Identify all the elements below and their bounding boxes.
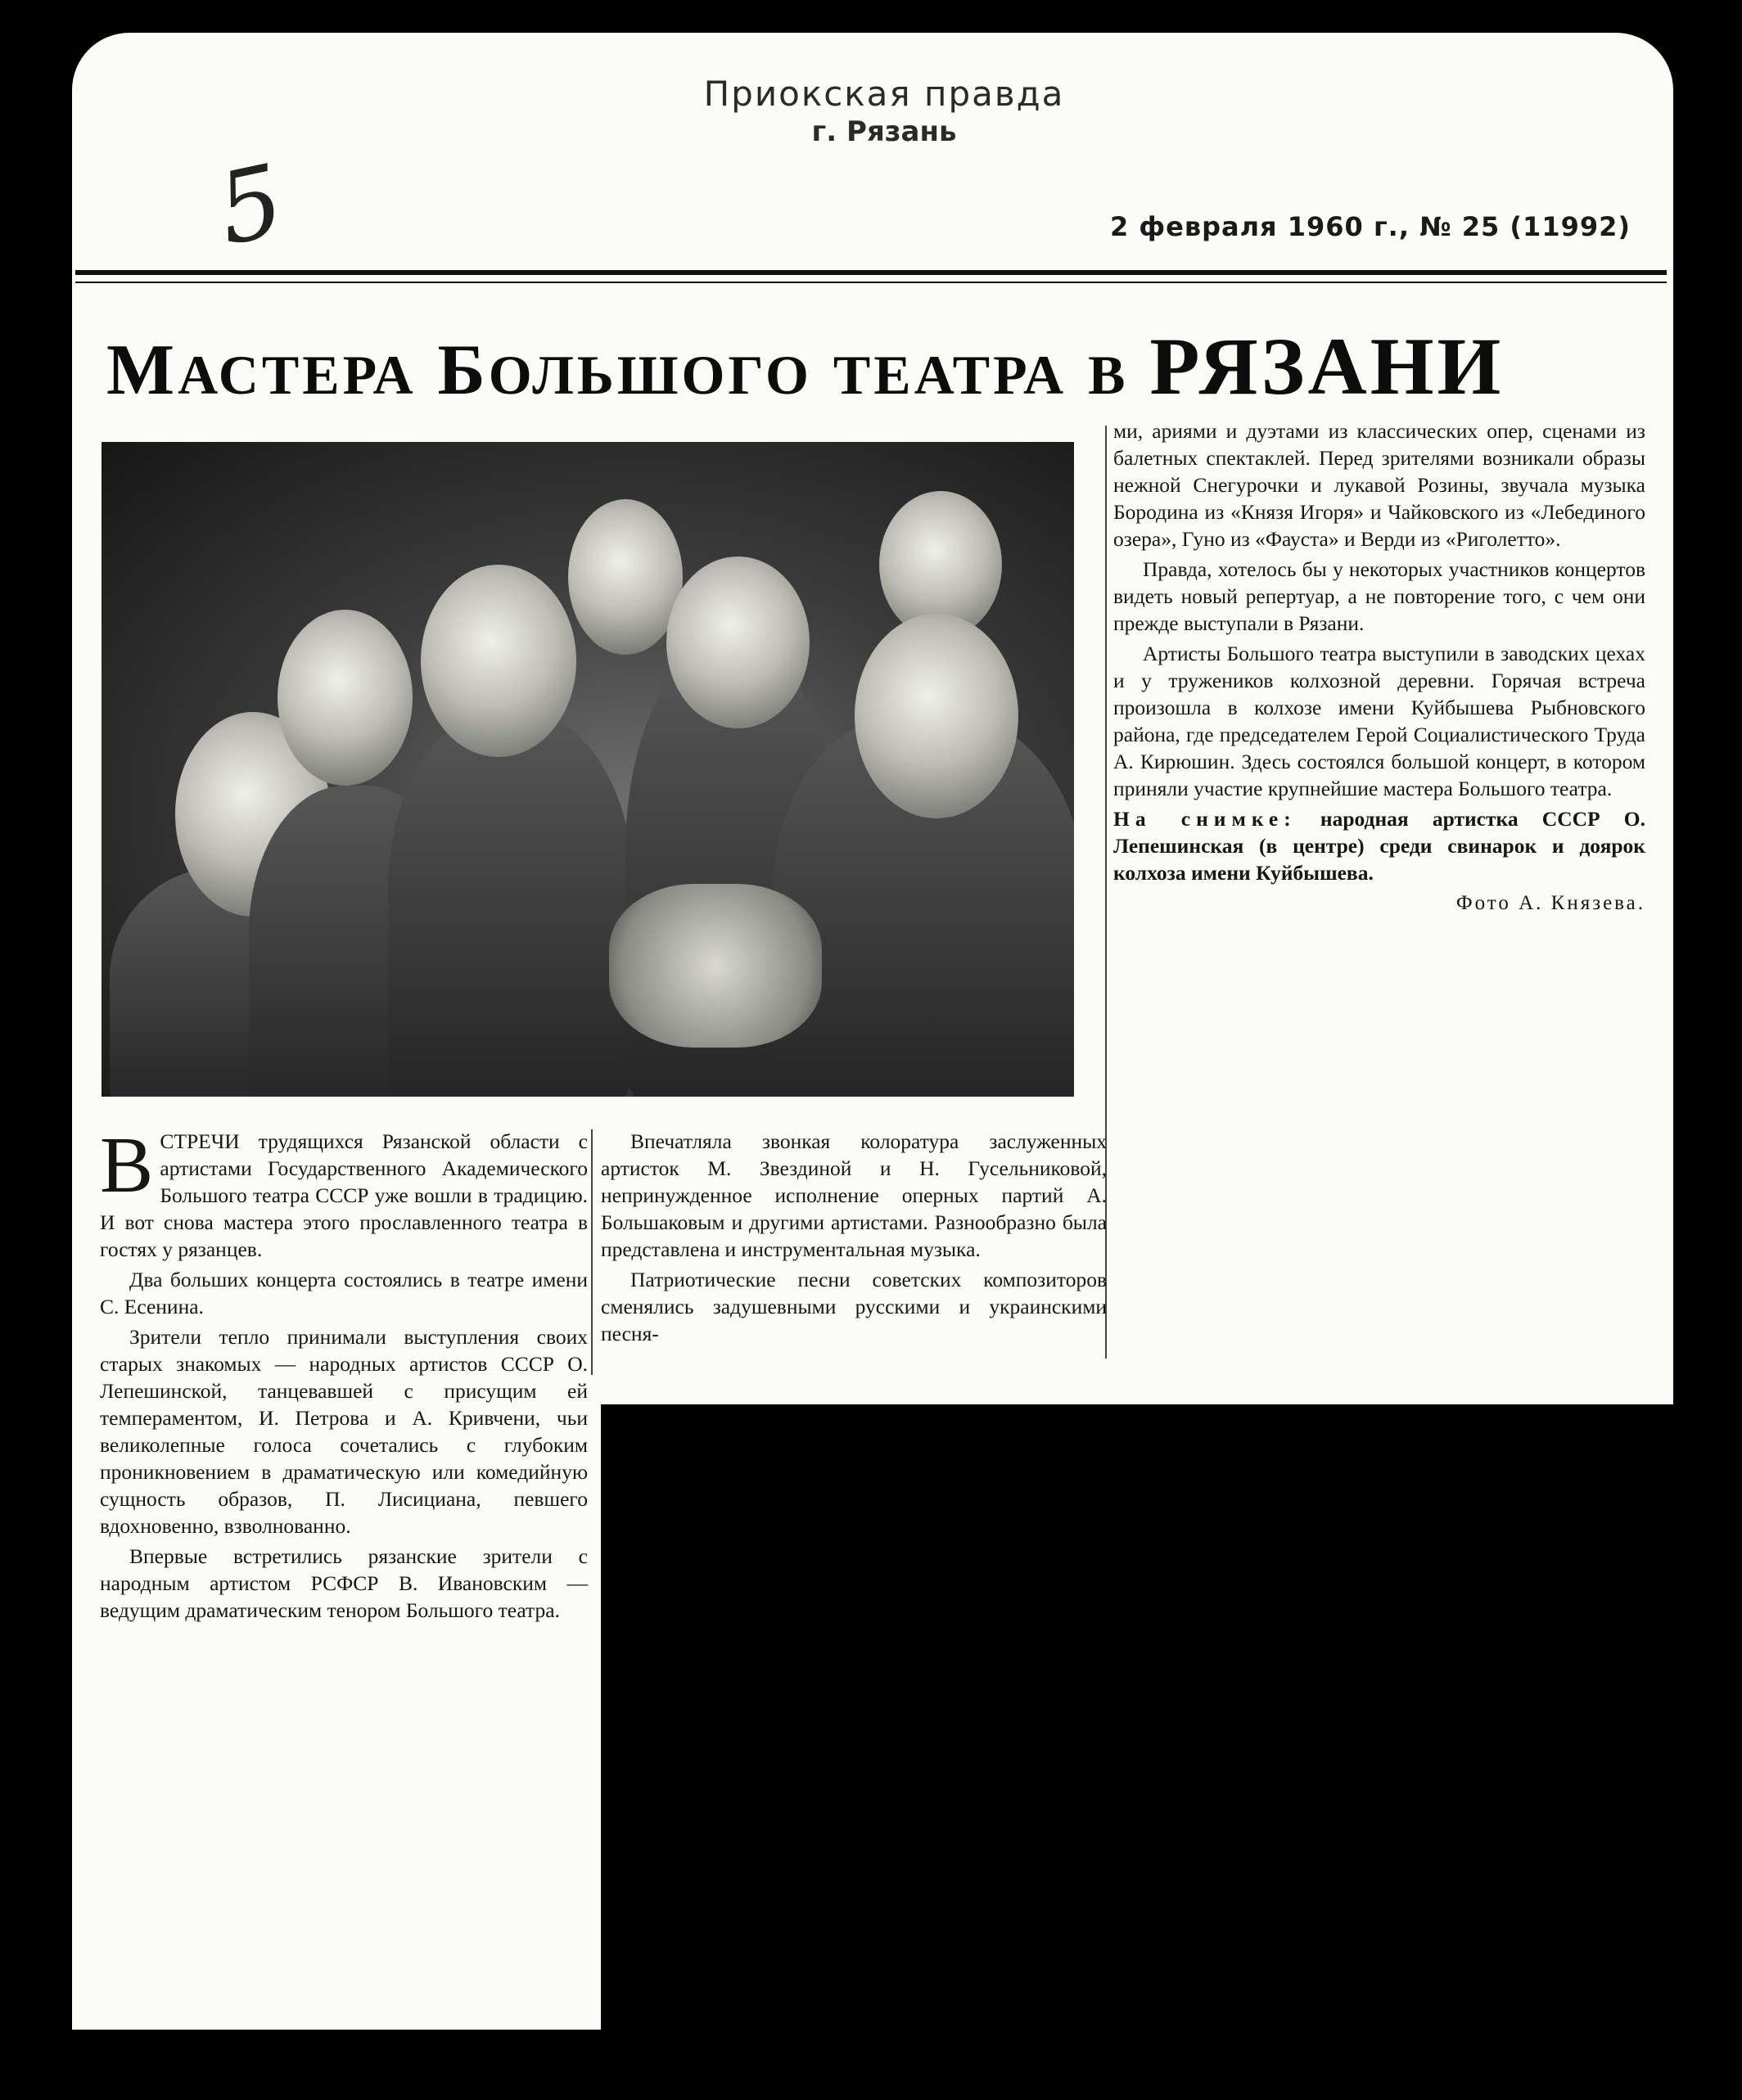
article-paragraph: Впечатляла звонкая колоратура заслуженных артисток М. Звездиной и Н. Гусельниковой, непринужденное исполнение оперных партий А. Большаковым и другими артистами. Разнообразно была представлена и инструментальная музыка. [601, 1129, 1107, 1261]
photo-caption: На снимке: народная артистка СССР О. Лепешинская (в центре) среди свинарок и доярок колхоза имени Куйбышева. [1113, 807, 1645, 885]
article-paragraph: Артисты Большого театра выступили в заводских цехах и у тружеников колхозной деревни. Горячая встреча произошла в колхозе имени Куйбышева Рыбновского района, где председателем Герой Социалистического Труда А. Кирюшин. Здесь состоялся большой концерт, в котором приняли участие крупнейшие мастера Большого театра. [1113, 642, 1645, 800]
article-column-middle [601, 1128, 1107, 1350]
column-divider [591, 1129, 593, 1375]
photo-credit: Фото А. Князева. [1455, 892, 1645, 914]
drop-cap: В [100, 1121, 154, 1210]
newspaper-city: г. Рязань [811, 115, 957, 148]
issue-date: 2 февраля 1960 г., № 25 (11992) [1110, 211, 1631, 242]
newspaper-stamp [655, 74, 1113, 148]
headline-word: БОЛЬШОГО [437, 331, 812, 410]
article-paragraph: Патриотические песни советских композиторов сменялись задушевными русскими и украинскими песня- [601, 1268, 1107, 1345]
article-paragraph: ми, ариями и дуэтами из классических опер, сценами из балетных спектаклей. Перед зрителями возникали образы нежной Снегурочки и лукавой Розины, звучала музыка Бородина из «Князя Игоря» и Чайковского из «Лебединого озера», Гуно из «Фауста» и Верди из «Риголетто». [1113, 419, 1645, 551]
article-photo [102, 442, 1074, 1097]
handwritten-number: 5 [208, 143, 293, 268]
article-paragraph: Зрители тепло принимали выступления своих старых знакомых — народных артистов СССР О. Лепешинской, танцевавшей с присущим ей темпераментом, И. Петрова и А. Кривчени, чьи великолепные голоса сочетались с глубоким проникновением в драматическую или комедийную сущность образов, П. Лисициана, певшего вдохновенно, взволнованно. [100, 1325, 588, 1538]
article-paragraph: ВСТРЕЧИ трудящихся Рязанской области с артистами Государственного Академического Большого театра СССР уже вошли в традицию. И вот снова мастера этого прославленного театра в гостях у рязанцев. [100, 1121, 588, 1261]
article-column-right [1113, 417, 1645, 920]
article-headline [106, 319, 1504, 413]
article-column-left [100, 1121, 588, 1627]
article-paragraph: Два больших концерта состоялись в театре имени С. Есенина. [100, 1268, 588, 1318]
article-paragraph: Впервые встретились рязанские зрители с народным артистом РСФСР В. Ивановским — ведущим драматическим тенором Большого театра. [100, 1544, 588, 1622]
headline-word: В [1088, 344, 1129, 406]
divider-rule [75, 270, 1667, 275]
newspaper-name: Приокская правда [703, 74, 1065, 114]
divider-rule [75, 282, 1667, 283]
headline-word: МАСТЕРА [106, 331, 417, 410]
article-paragraph: Правда, хотелось бы у некоторых участников концертов видеть новый репертуар, а не повторение того, с чем они прежде выступали в Рязани. [1113, 557, 1645, 635]
headline-word: РЯЗАНИ [1149, 321, 1505, 412]
headline-word: ТЕАТРА [833, 344, 1067, 406]
